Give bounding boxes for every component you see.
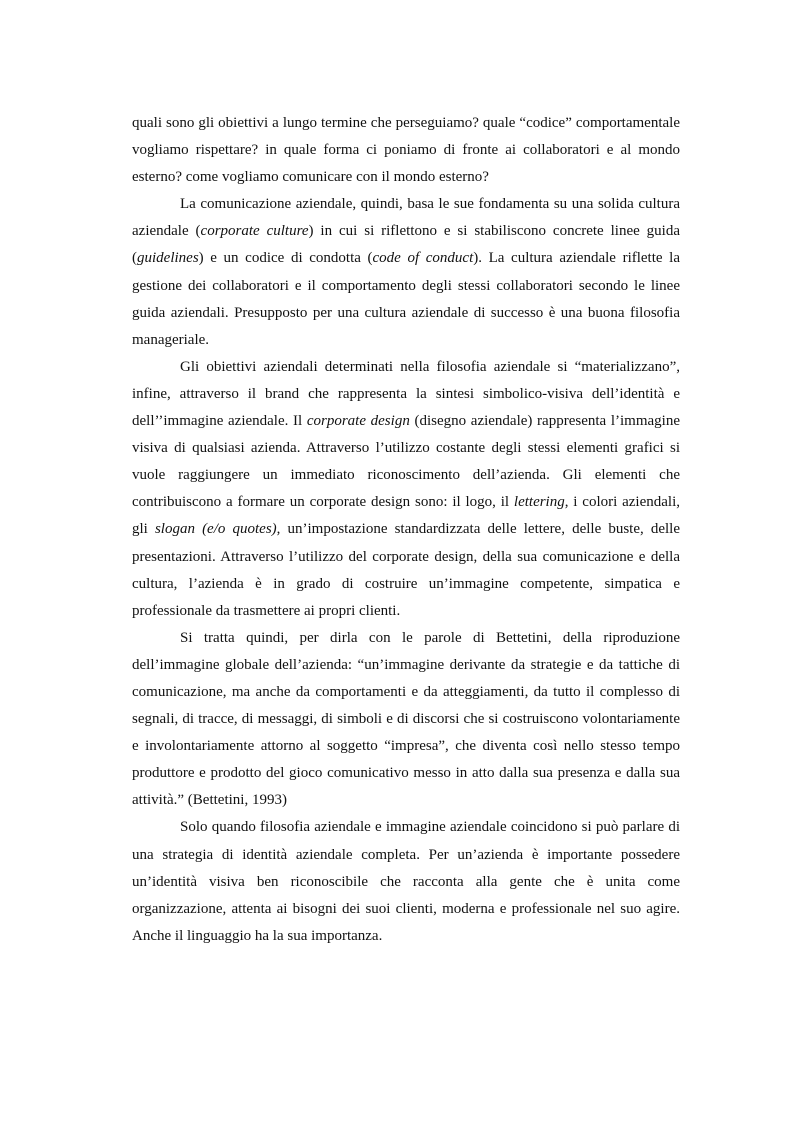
paragraph-5 — [132, 814, 680, 949]
text-run: Gli obiettivi aziendali determinati nella filosofia aziendale si “materializzano”, infine, attraverso il brand che rappresenta la sintesi simbolico-visiva dell’identità e dell’’immagine aziendale. Il — [132, 358, 680, 430]
italic-term: guidelines — [137, 250, 199, 267]
paragraph-4 — [132, 625, 680, 815]
italic-term: lettering — [513, 494, 565, 511]
text-run: , i colori aziendali, gli — [132, 494, 680, 538]
text-run: ) in cui si riflettono e si stabiliscono concrete linee guida ( — [132, 223, 680, 267]
text-run: , un’impostazione standardizzata delle lettere, delle buste, delle presentazioni. Attraverso l’utilizzo del corporate design, della sua comunicazione e della cultura, l’azienda è in grado di costruire un’immagine competente, simpatica e professionale da trasmettere ai propri clienti. — [132, 521, 681, 619]
paragraph-2 — [132, 191, 680, 354]
italic-term: corporate culture — [200, 223, 309, 240]
text-run: Solo quando filosofia aziendale e immagine aziendale coincidono si può parlare di una strategia di identità aziendale completa. Per un’azienda è importante possedere un’identità visiva ben riconoscibile che racconta alla gente che è unita come organizzazione, attenta ai bisogni dei suoi clienti, moderna e professionale nel suo agire. Anche il linguaggio ha la sua importanza. — [132, 819, 680, 944]
paragraph-3 — [132, 354, 680, 625]
text-run: La comunicazione aziendale, quindi, basa le sue fondamenta su una solida cultura aziendale ( — [132, 196, 680, 240]
italic-term: corporate design — [306, 413, 410, 430]
text-run: ) e un codice di condotta ( — [198, 250, 373, 267]
italic-term: slogan (e/o quotes) — [154, 521, 277, 538]
text-run: (disegno aziendale) rappresenta l’immagine visiva di qualsiasi azienda. Attraverso l’utilizzo costante degli stessi elementi grafici si vuole raggiungere un immediato riconoscimento dell’azienda. Gli elementi che contribuiscono a formare un corporate design sono: il logo, il — [132, 413, 680, 511]
text-run: ). La cultura aziendale riflette la gestione dei collaboratori e il comportamento degli stessi collaboratori secondo le linee guida aziendali. Presupposto per una cultura aziendale di successo è una buona filosofia manageriale. — [132, 250, 680, 348]
text-run: quali sono gli obiettivi a lungo termine che perseguiamo? quale “codice” comportamentale vogliamo rispettare? in quale forma ci poniamo di fronte ai collaboratori e al mondo esterno? come vogliamo comunicare con il mondo esterno? — [132, 115, 680, 186]
paragraph-1 — [132, 110, 680, 191]
document-page — [132, 110, 680, 950]
text-run: Si tratta quindi, per dirla con le parole di Bettetini, della riproduzione dell’immagine globale dell’azienda: “un’immagine derivante da strategie e da tattiche di comunicazione, ma anche da comportamenti e da atteggiamenti, da tutto il complesso di segnali, di tracce, di messaggi, di simboli e di discorsi che si costruiscono volontariamente e involontariamente attorno al soggetto “impresa”, che diventa così nello stesso tempo produttore e prodotto del gioco comunicativo messo in atto dalla sua presenza e dalla sua attività.” (Bettetini, 1993) — [132, 629, 680, 809]
italic-term: code of conduct — [372, 250, 474, 267]
